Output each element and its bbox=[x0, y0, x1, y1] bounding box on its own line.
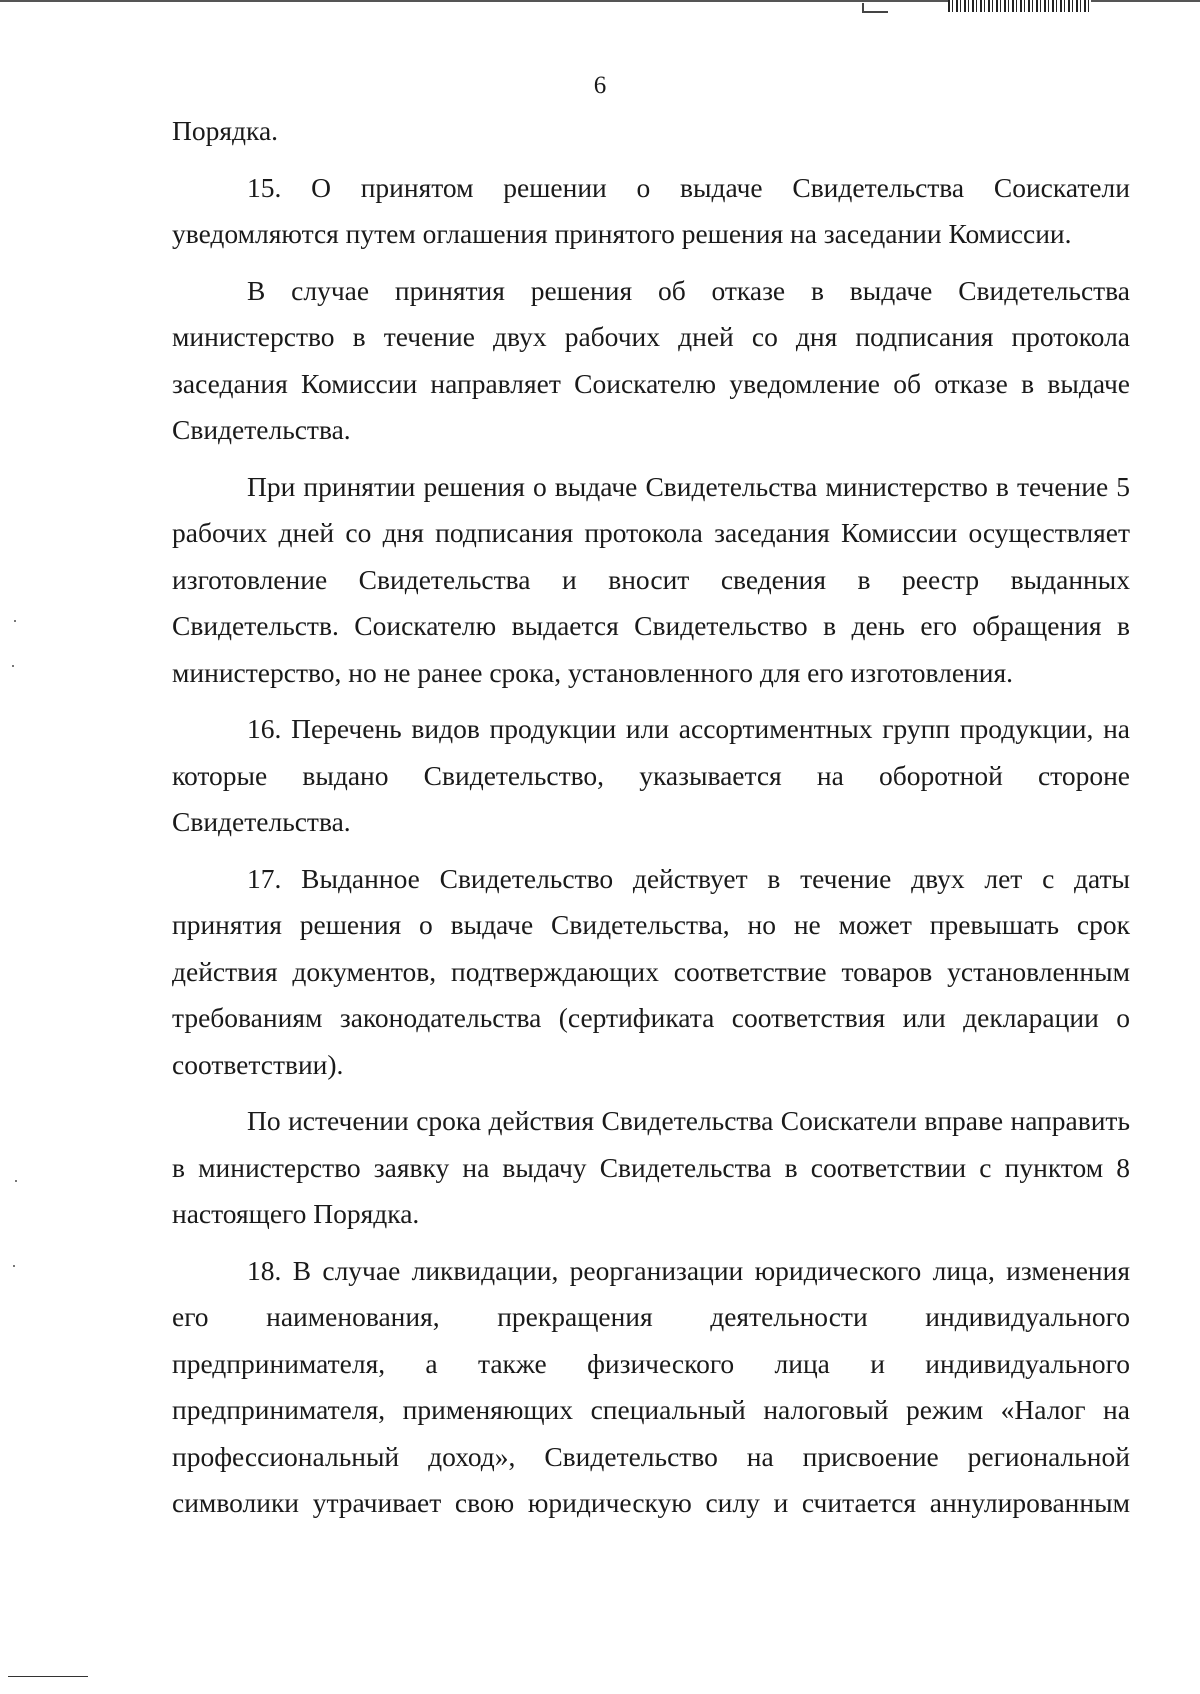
paragraph-refusal-notice: В случае принятия решения об отказе в выдаче Свидетельства министерство в течение двух рабочих дней со дня подписания протокола заседания Комиссии направляет Соискателю уведомление об отказе в выдаче Свидетельства. bbox=[172, 274, 1130, 445]
scan-speck bbox=[14, 620, 16, 622]
scan-speck bbox=[13, 1265, 15, 1267]
scan-bottom-mark bbox=[8, 1676, 88, 1677]
paragraph-expiry: По истечении срока действия Свидетельства Соискатели вправе направить в министерство заявку на выдачу Свидетельства в соответствии с пунктом 8 настоящего Порядка. bbox=[172, 1105, 1130, 1229]
document-body bbox=[172, 108, 1130, 1537]
paragraph-item-16: 16. Перечень видов продукции или ассортиментных групп продукции, на которые выдано Свидетельство, указывается на оборотной стороне Свидетельства. bbox=[172, 713, 1130, 837]
paragraph-item-15: 15. О принятом решении о выдаче Свидетельства Соискатели уведомляются путем оглашения принятого решения на заседании Комиссии. bbox=[172, 171, 1130, 249]
paragraph-issuance: При принятии решения о выдаче Свидетельства министерство в течение 5 рабочих дней со дня подписания протокола заседания Комиссии осуществляет изготовление Свидетельства и вносит сведения в реестр выданных Свидетельств. Соискателю выдается Свидетельство в день его обращения в министерство, но не ранее срока, установленного для его изготовления. bbox=[172, 470, 1130, 688]
paragraph-item-17: 17. Выданное Свидетельство действует в течение двух лет с даты принятия решения о выдаче Свидетельства, но не может превышать срок действия документов, подтверждающих соответствие товаров установленным требованиям законодательства (сертификата соответствия или декларации о соответствии). bbox=[172, 862, 1130, 1080]
page-number: 6 bbox=[593, 72, 607, 99]
scan-corner-mark bbox=[862, 3, 888, 13]
paragraph-item-18: 18. В случае ликвидации, реорганизации юридического лица, изменения его наименования, прекращения деятельности индивидуального предпринимателя, а также физического лица и индивидуального предпринимателя, применяющих специальный налоговый режим «Налог на профессиональный доход», Свидетельство на присвоение региональной символики утрачивает свою юридическую силу и считается аннулированным bbox=[172, 1254, 1130, 1518]
scan-speck bbox=[12, 665, 14, 667]
scan-speck bbox=[15, 1180, 17, 1182]
barcode-strip bbox=[948, 0, 1091, 12]
paragraph-continuation: Порядка. bbox=[172, 115, 279, 146]
